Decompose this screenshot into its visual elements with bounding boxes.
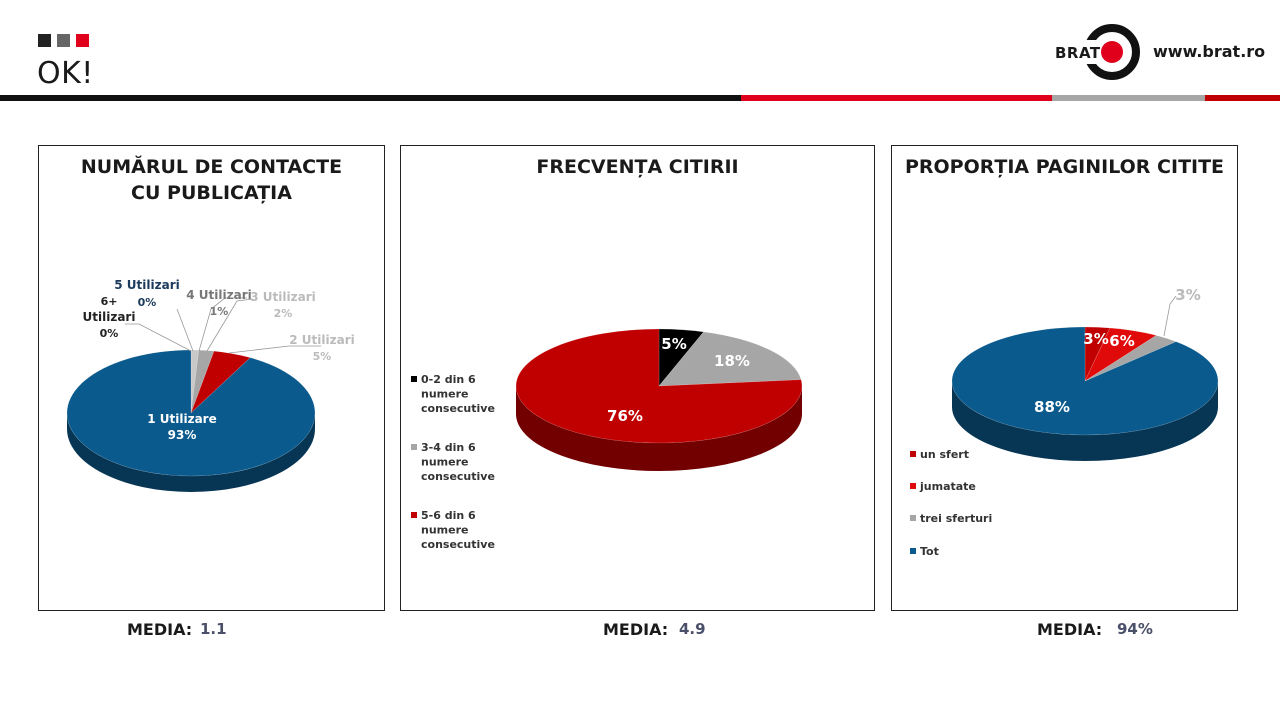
chart2-legend-text-0-1: numere bbox=[421, 387, 469, 401]
chart1-value-6: 0% bbox=[99, 327, 119, 340]
chart2-legend-text-2-1: numere bbox=[421, 523, 469, 537]
chart1-label-2: 2 Utilizari bbox=[289, 333, 355, 347]
chart3-legend-swatch-0 bbox=[910, 451, 916, 457]
panel-contacts bbox=[38, 145, 385, 611]
chart2-legend-text-1-1: numere bbox=[421, 455, 469, 469]
page-title: OK! bbox=[37, 56, 94, 91]
panel-contacts-title-line2: CU PUBLICAȚIA bbox=[131, 182, 292, 204]
chart3-legend-swatch-1 bbox=[910, 483, 916, 489]
media-value-3: 94% bbox=[1117, 620, 1153, 638]
chart2-legend-text-1-0: 3-4 din 6 bbox=[421, 441, 476, 454]
header-square-gray bbox=[57, 34, 70, 47]
chart1-value-4: 1% bbox=[209, 305, 229, 318]
logo-text: BRAT bbox=[1055, 44, 1101, 62]
panel-pages bbox=[891, 145, 1238, 611]
media-label-2: MEDIA: bbox=[603, 620, 669, 639]
panel-frequency-title: FRECVENȚA CITIRII bbox=[536, 156, 739, 178]
chart3-value-3: 88% bbox=[1034, 398, 1070, 416]
chart1-leader-2 bbox=[229, 346, 321, 353]
brat-logo bbox=[1055, 22, 1155, 82]
media-value-2: 4.9 bbox=[679, 620, 706, 638]
chart3-value-0: 3% bbox=[1083, 330, 1109, 348]
chart1-leader-6 bbox=[125, 324, 191, 351]
chart1-label-5: 5 Utilizari bbox=[114, 278, 180, 292]
chart1-value-3: 2% bbox=[273, 307, 293, 320]
panel-frequency bbox=[400, 145, 875, 611]
chart-frequency bbox=[401, 146, 874, 610]
media-value-1: 1.1 bbox=[200, 620, 227, 638]
chart1-label-6-word: Utilizari bbox=[82, 310, 136, 324]
chart3-value-1: 6% bbox=[1109, 332, 1135, 350]
chart2-legend-swatch-2 bbox=[411, 512, 417, 518]
media-label-1: MEDIA: bbox=[127, 620, 193, 639]
chart2-legend-text-0-2: consecutive bbox=[421, 402, 495, 415]
chart2-value-0: 5% bbox=[661, 335, 687, 353]
chart1-label-4: 4 Utilizari bbox=[186, 288, 252, 302]
chart2-legend-text-1-2: consecutive bbox=[421, 470, 495, 483]
chart2-legend-text-2-0: 5-6 din 6 bbox=[421, 509, 476, 522]
stripe-red bbox=[741, 95, 1052, 101]
chart2-legend-swatch-1 bbox=[411, 444, 417, 450]
chart2-legend-swatch-0 bbox=[411, 376, 417, 382]
site-url[interactable]: www.brat.ro bbox=[1153, 42, 1266, 61]
chart3-legend-text-0: un sfert bbox=[920, 448, 969, 461]
chart1-value-2: 5% bbox=[312, 350, 332, 363]
header-square-red bbox=[76, 34, 89, 47]
chart3-value-2: 3% bbox=[1175, 286, 1201, 304]
panel-pages-title: PROPORȚIA PAGINILOR CITITE bbox=[904, 156, 1225, 178]
chart2-value-1: 18% bbox=[714, 352, 750, 370]
header-square-dark bbox=[38, 34, 51, 47]
chart3-legend-text-2: trei sferturi bbox=[920, 512, 993, 525]
panel-contacts-title-line1: NUMĂRUL DE CONTACTE bbox=[80, 156, 343, 178]
chart3-leader-2 bbox=[1164, 296, 1176, 336]
stripe-black bbox=[0, 95, 741, 101]
chart3-legend-swatch-3 bbox=[910, 548, 916, 554]
chart1-value-5: 0% bbox=[137, 296, 157, 309]
chart2-value-2: 76% bbox=[607, 407, 643, 425]
chart-pages bbox=[892, 146, 1237, 610]
chart1-value-1-utilizare: 93% bbox=[167, 428, 197, 442]
chart3-legend-text-3: Tot bbox=[920, 545, 939, 558]
chart3-legend-text-1: jumatate bbox=[920, 480, 976, 493]
chart2-legend-text-0-0: 0-2 din 6 bbox=[421, 373, 476, 386]
stripe-red-end bbox=[1205, 95, 1280, 101]
chart1-label-6-num: 6+ bbox=[100, 295, 118, 308]
chart3-legend-swatch-2 bbox=[910, 515, 916, 521]
chart-contacts bbox=[39, 146, 384, 610]
chart2-legend-text-2-2: consecutive bbox=[421, 538, 495, 551]
chart1-label-1-utilizare: 1 Utilizare bbox=[147, 412, 217, 426]
chart2-pie bbox=[516, 329, 802, 471]
media-label-3: MEDIA: bbox=[1037, 620, 1103, 639]
chart1-label-3: 3 Utilizari bbox=[250, 290, 316, 304]
stripe-gray bbox=[1052, 95, 1205, 101]
